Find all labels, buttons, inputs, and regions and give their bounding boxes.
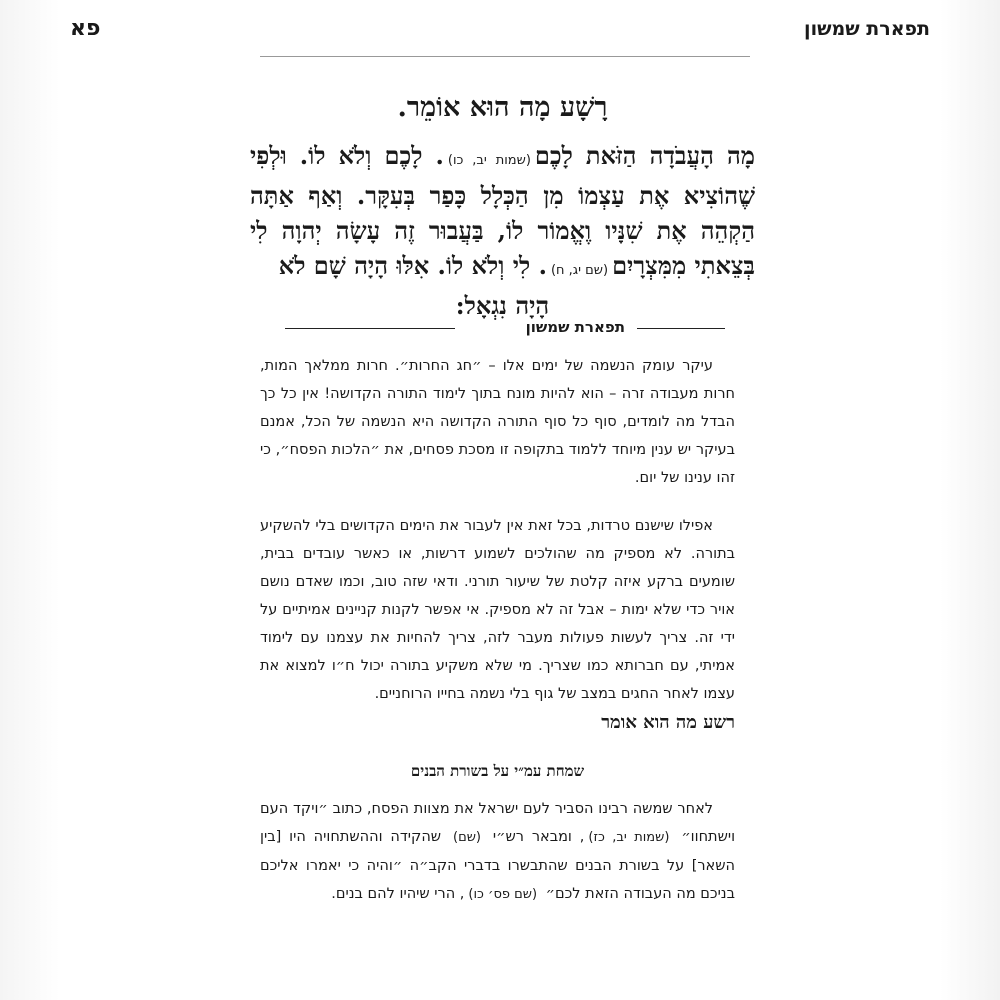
commentary-paragraph-1: עיקר עומק הנשמה של ימים אלו – ״חג החרות״. חרות ממלאך המות, חרות מעבודה זרה – הוא להיות מונח בתוך לימוד התורה הקדושה! אין כל כך הבדל מה לומדים, סוף כל סוף התורה הקדושה היא הנשמה של הכל, אמנם בעיקר יש ענין מיוחד ללמוד בתקופה זו מסכת פסחים, את ״הלכות הפסח״, כי זהו ענינו של יום.	[260, 358, 735, 486]
page-number: פא	[70, 16, 101, 41]
verse-part-3: . לִי וְלֹא לוֹ. אִלּוּ הָיָה שָׁם לֹא	[278, 251, 547, 280]
final-paragraph-text	[260, 795, 735, 909]
section-heading: רשע מה הוא אומר	[601, 712, 735, 733]
verse-part-2: . לָכֶם וְלֹא לוֹ. וּלְפִי שֶׁהוֹצִיא אֶת עַצְמוֹ מִן הַכְּלָל כָּפַר בְּעִקָּר. וְאַף אַתָּה הַקְהֵה אֶת שִׁנָּיו וֶאֱמוֹר לוֹ, בַּעֲבוּר זֶה עָשָׂה יְהוָה לִי בְּצֵאתִי מִמִּצְרָיִם	[250, 141, 755, 280]
final-source-1: (שמות יב, כז)	[588, 830, 670, 845]
final-text-3: שהקידה וההשתחויה היו [בין השאר] על בשורת הבנים שהתבשרו בדברי הקב״ה ״והיה כי יאמרו אליכם בניכם מה העבודה הזאת לכם״	[260, 829, 735, 902]
commentary	[260, 352, 735, 728]
haggadah-text	[250, 90, 755, 323]
commentary-divider	[285, 318, 725, 338]
verse-body	[250, 138, 755, 288]
final-text-4: , הרי שיהיו להם בנים.	[331, 886, 465, 902]
final-paragraph	[260, 795, 735, 909]
commentary-paragraph-2: אפילו שישנם טרדות, בכל זאת אין לעבור את הימים הקדושים בלי להשקיע בתורה. לא מספיק מה שהולכים לשמוע דרשות, או כאשר עובדים בבית, שומעים ברקע איזה קלטת של שיעור תורני. ודאי שזה טוב, וכמו שאדם נושם אויר כדי שלא ימות – אבל זה לא מספיק. אי אפשר לקנות קניינים אמיתיים על ידי זה. צריך לעשות פעולות מעבר לזה, צריך להחיות את עצמנו עם לימוד אמיתי, עם חברותא כמו שצריך. מי שלא משקיע בתורה יכול ח״ו למצוא את עצמו לאחר החגים במצב של גוף בלי נשמה בחייו הרוחניים.	[260, 518, 735, 702]
divider-line-right	[637, 328, 725, 329]
header-rule	[260, 56, 750, 57]
divider-label: תפארת שמשון	[525, 318, 625, 336]
verse-source-2: (שם יג, ח)	[550, 263, 609, 278]
running-title: תפארת שמשון	[804, 18, 930, 40]
final-text-2: , ומבאר רש״י	[492, 829, 585, 845]
verse-last-line: הָיָה נִגְאָל:	[455, 291, 550, 320]
section-subheading: שמחת עמ״י על בשורת הבנים	[410, 762, 585, 780]
final-source-3: (שם פס׳ כו)	[468, 887, 538, 902]
verse-source-1: (שמות יב, כו)	[447, 153, 531, 168]
verse-heading: רָשָׁע מָה הוּא אוֹמֵר.	[397, 92, 608, 123]
verse-part-1: מָה הָעֲבֹדָה הַזֹּאת לָכֶם	[534, 141, 756, 170]
final-text-1: לאחר שמשה רבינו הסביר לעם ישראל את מצוות הפסח, כתוב ״ויקד העם וישתחוו״	[260, 801, 736, 845]
divider-line-left	[285, 328, 455, 329]
running-header	[70, 14, 930, 48]
final-source-2: (שם)	[453, 830, 481, 845]
